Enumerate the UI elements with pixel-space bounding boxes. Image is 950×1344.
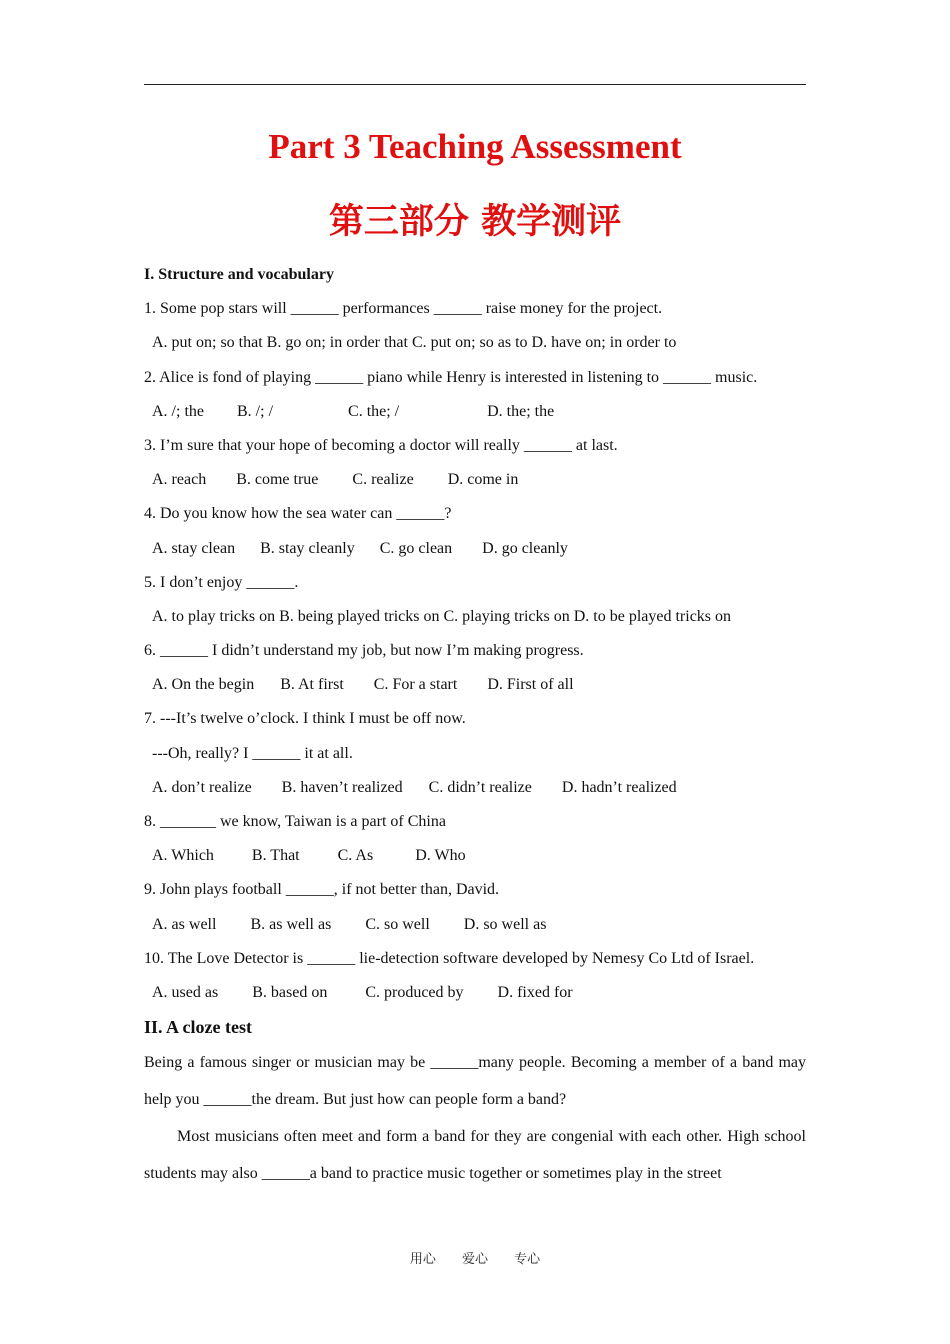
answer-option: A. /; the <box>152 402 204 420</box>
question-text: 6. ______ I didn’t understand my job, but now I’m making progress. <box>144 642 584 660</box>
answer-option: C. go clean <box>379 539 453 557</box>
answer-options <box>144 326 806 360</box>
answer-option: C. produced by <box>365 983 464 1001</box>
page-title: Part 3 Teaching Assessment <box>268 127 682 166</box>
answer-option: B. come true <box>236 471 319 489</box>
answer-option: A. put on; so that B. go on; in order that C. put on; so as to D. have on; in order to <box>152 334 677 352</box>
answer-options <box>144 771 806 805</box>
answer-option: A. reach <box>152 471 207 489</box>
answer-option: D. the; the <box>487 402 555 420</box>
question-text: 5. I don’t enjoy ______. <box>144 573 299 591</box>
answer-options <box>144 463 806 497</box>
question-text: 8. _______ we know, Taiwan is a part of China <box>144 813 446 830</box>
answer-option: B. based on <box>252 983 328 1001</box>
answer-option: D. hadn’t realized <box>561 778 677 796</box>
answer-options <box>144 600 806 634</box>
question-text: 3. I’m sure that your hope of becoming a doctor will really ______ at last. <box>144 436 618 454</box>
question-text: 4. Do you know how the sea water can ______? <box>144 505 452 523</box>
footer-text-1: 用心 <box>409 1252 436 1267</box>
question-text: 1. Some pop stars will ______ performances ______ raise money for the project. <box>144 300 663 318</box>
section-heading-cloze: II. A cloze test <box>144 1017 252 1038</box>
question-text: 7. ---It’s twelve o’clock. I think I must be off now. <box>144 710 466 728</box>
answer-option: B. haven’t realized <box>281 778 403 796</box>
answer-option: D. so well as <box>463 915 547 933</box>
answer-option: A. stay clean <box>152 539 236 557</box>
answer-options <box>144 908 806 942</box>
answer-option: D. fixed for <box>497 983 573 1001</box>
answer-option: B. That <box>251 847 300 865</box>
answer-option: D. Who <box>415 847 466 865</box>
answer-option: C. realize <box>352 471 414 489</box>
question-text: 9. John plays football ______, if not better than, David. <box>144 881 500 899</box>
answer-option: C. the; / <box>348 402 400 420</box>
answer-option: B. as well as <box>250 915 332 933</box>
cloze-paragraph-2: Most musicians often meet and form a band for they are congenial with each other. High school students may also ______a band to practice music together or sometimes play in the street <box>144 1128 806 1183</box>
answer-option: A. On the begin <box>152 676 255 694</box>
answer-option: C. didn’t realize <box>428 778 532 796</box>
answer-option: D. come in <box>447 471 519 489</box>
section-heading-structure: I. Structure and vocabulary <box>144 266 334 283</box>
cloze-paragraph-1: Being a famous singer or musician may be ______many people. Becoming a member of a band may help you ______the dream. But just how can people form a band? <box>144 1054 806 1109</box>
answer-option: A. as well <box>152 915 217 933</box>
answer-option: B. At first <box>280 676 344 694</box>
answer-option: A. to play tricks on B. being played tricks on C. playing tricks on D. to be played tricks on <box>152 607 732 625</box>
answer-option: A. Which <box>152 847 214 865</box>
answer-option: A. used as <box>152 983 219 1001</box>
question-text: 10. The Love Detector is ______ lie-detection software developed by Nemesy Co Ltd of Israel. <box>144 949 755 967</box>
answer-option: D. go cleanly <box>482 539 568 557</box>
worksheet-content <box>144 258 806 1192</box>
top-rule <box>144 84 806 85</box>
answer-option: A. don’t realize <box>152 778 252 796</box>
answer-option: D. First of all <box>487 676 574 694</box>
answer-options <box>144 839 806 873</box>
footer-text-3: 专心 <box>514 1252 541 1267</box>
answer-option: B. stay cleanly <box>260 539 355 557</box>
page-footer <box>0 1248 950 1267</box>
question-list <box>144 292 806 1010</box>
question-text-continued: ---Oh, really? I ______ it at all. <box>152 744 353 762</box>
question-text: 2. Alice is fond of playing ______ piano while Henry is interested in listening to ______ music. <box>144 368 758 386</box>
answer-options <box>144 668 806 702</box>
answer-options <box>144 395 806 429</box>
answer-options <box>144 976 806 1010</box>
answer-options <box>144 532 806 566</box>
footer-text-2: 爱心 <box>461 1252 488 1267</box>
answer-option: C. As <box>337 847 374 865</box>
answer-option: C. so well <box>365 915 430 933</box>
answer-option: C. For a start <box>373 676 458 694</box>
answer-option: B. /; / <box>237 402 274 420</box>
page-title-chinese: 第三部分 教学测评 <box>328 202 622 242</box>
